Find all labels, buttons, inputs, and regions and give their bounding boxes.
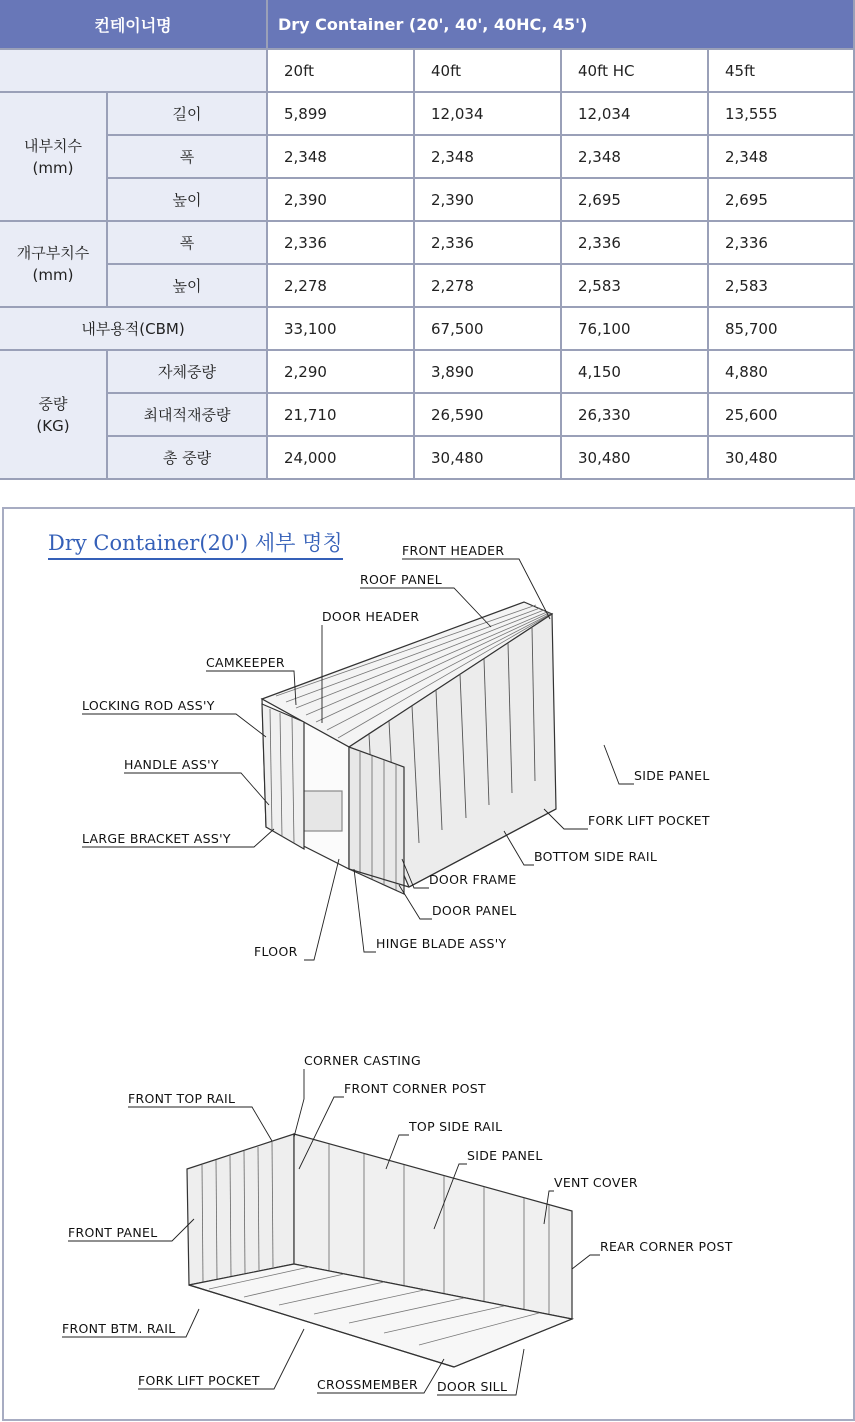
value-cell: 12,034 [415,93,562,136]
label-locking-rod: LOCKING ROD ASS'Y [82,698,215,713]
value-cell: 2,583 [709,265,855,308]
value-cell: 2,348 [709,136,855,179]
table-row [0,222,855,265]
group-label: 중량 (KG) [0,351,108,480]
value-cell: 4,880 [709,351,855,394]
label-rear-corner-post: REAR CORNER POST [600,1239,733,1254]
label-top-side-rail: TOP SIDE RAIL [409,1119,503,1134]
label-bottom-side-rail: BOTTOM SIDE RAIL [534,849,658,864]
label-front-header: FRONT HEADER [402,543,505,558]
empty-corner-cell [0,50,268,93]
label-front-btm-rail: FRONT BTM. RAIL [62,1321,176,1336]
label-front-panel: FRONT PANEL [68,1225,158,1240]
value-cell: 12,034 [562,93,709,136]
label-vent-cover: VENT COVER [554,1175,638,1190]
value-cell: 67,500 [415,308,562,351]
label-front-top-rail: FRONT TOP RAIL [128,1091,236,1106]
group-label: 내부용적(CBM) [0,308,268,351]
value-cell: 2,336 [709,222,855,265]
value-cell: 2,390 [268,179,415,222]
row-label: 폭 [108,136,268,179]
column-header: 40ft HC [562,50,709,93]
label-large-bracket: LARGE BRACKET ASS'Y [82,831,231,846]
header-title: 컨테이너명 [0,0,268,50]
row-label: 총 중량 [108,437,268,480]
value-cell: 2,695 [709,179,855,222]
value-cell: 24,000 [268,437,415,480]
table-row [0,308,855,351]
value-cell: 25,600 [709,394,855,437]
table-row [0,179,855,222]
value-cell: 2,336 [562,222,709,265]
row-label: 최대적재중량 [108,394,268,437]
label-roof-panel: ROOF PANEL [360,572,443,587]
value-cell: 3,890 [415,351,562,394]
diagram-title: Dry Container(20') 세부 명칭 [48,527,343,560]
row-label: 폭 [108,222,268,265]
column-header: 40ft [415,50,562,93]
value-cell: 2,278 [415,265,562,308]
value-cell: 30,480 [415,437,562,480]
spec-table [0,0,855,480]
row-label: 길이 [108,93,268,136]
label-front-corner-post: FRONT CORNER POST [344,1081,486,1096]
value-cell: 26,590 [415,394,562,437]
group-label: 내부치수 (mm) [0,93,108,222]
label-door-frame: DOOR FRAME [429,872,517,887]
value-cell: 2,348 [268,136,415,179]
label-corner-casting: CORNER CASTING [304,1053,421,1068]
table-row [0,351,855,394]
value-cell: 2,290 [268,351,415,394]
value-cell: 2,390 [415,179,562,222]
row-label: 높이 [108,265,268,308]
value-cell: 2,336 [268,222,415,265]
row-label: 높이 [108,179,268,222]
value-cell: 76,100 [562,308,709,351]
diagram-panel [2,507,855,1421]
container-frame-drawing [4,979,853,1419]
table-row [0,93,855,136]
table-row [0,437,855,480]
value-cell: 2,348 [415,136,562,179]
value-cell: 85,700 [709,308,855,351]
value-cell: 2,336 [415,222,562,265]
label-door-sill: DOOR SILL [437,1379,508,1394]
value-cell: 2,695 [562,179,709,222]
value-cell: 21,710 [268,394,415,437]
column-header: 20ft [268,50,415,93]
value-cell: 30,480 [562,437,709,480]
table-header-row [0,0,855,50]
label-door-header: DOOR HEADER [322,609,420,624]
header-subtitle: Dry Container (20', 40', 40HC, 45') [268,0,855,50]
value-cell: 4,150 [562,351,709,394]
value-cell: 5,899 [268,93,415,136]
label-fork-lift-pocket-2: FORK LIFT POCKET [138,1373,260,1388]
value-cell: 33,100 [268,308,415,351]
label-door-panel: DOOR PANEL [432,903,517,918]
group-label: 개구부치수 (mm) [0,222,108,308]
container-door-view-drawing [4,509,853,969]
value-cell: 13,555 [709,93,855,136]
label-camkeeper: CAMKEEPER [206,655,285,670]
value-cell: 2,348 [562,136,709,179]
column-header: 45ft [709,50,855,93]
label-side-panel-2: SIDE PANEL [467,1148,543,1163]
label-hinge-blade: HINGE BLADE ASS'Y [376,936,507,951]
label-side-panel: SIDE PANEL [634,768,710,783]
table-row [0,136,855,179]
column-header-row [0,50,855,93]
value-cell: 2,583 [562,265,709,308]
table-row [0,394,855,437]
value-cell: 2,278 [268,265,415,308]
label-floor: FLOOR [254,944,298,959]
row-label: 자체중량 [108,351,268,394]
table-row [0,265,855,308]
label-handle: HANDLE ASS'Y [124,757,219,772]
value-cell: 30,480 [709,437,855,480]
label-fork-lift-pocket: FORK LIFT POCKET [588,813,710,828]
label-crossmember: CROSSMEMBER [317,1377,419,1392]
value-cell: 26,330 [562,394,709,437]
